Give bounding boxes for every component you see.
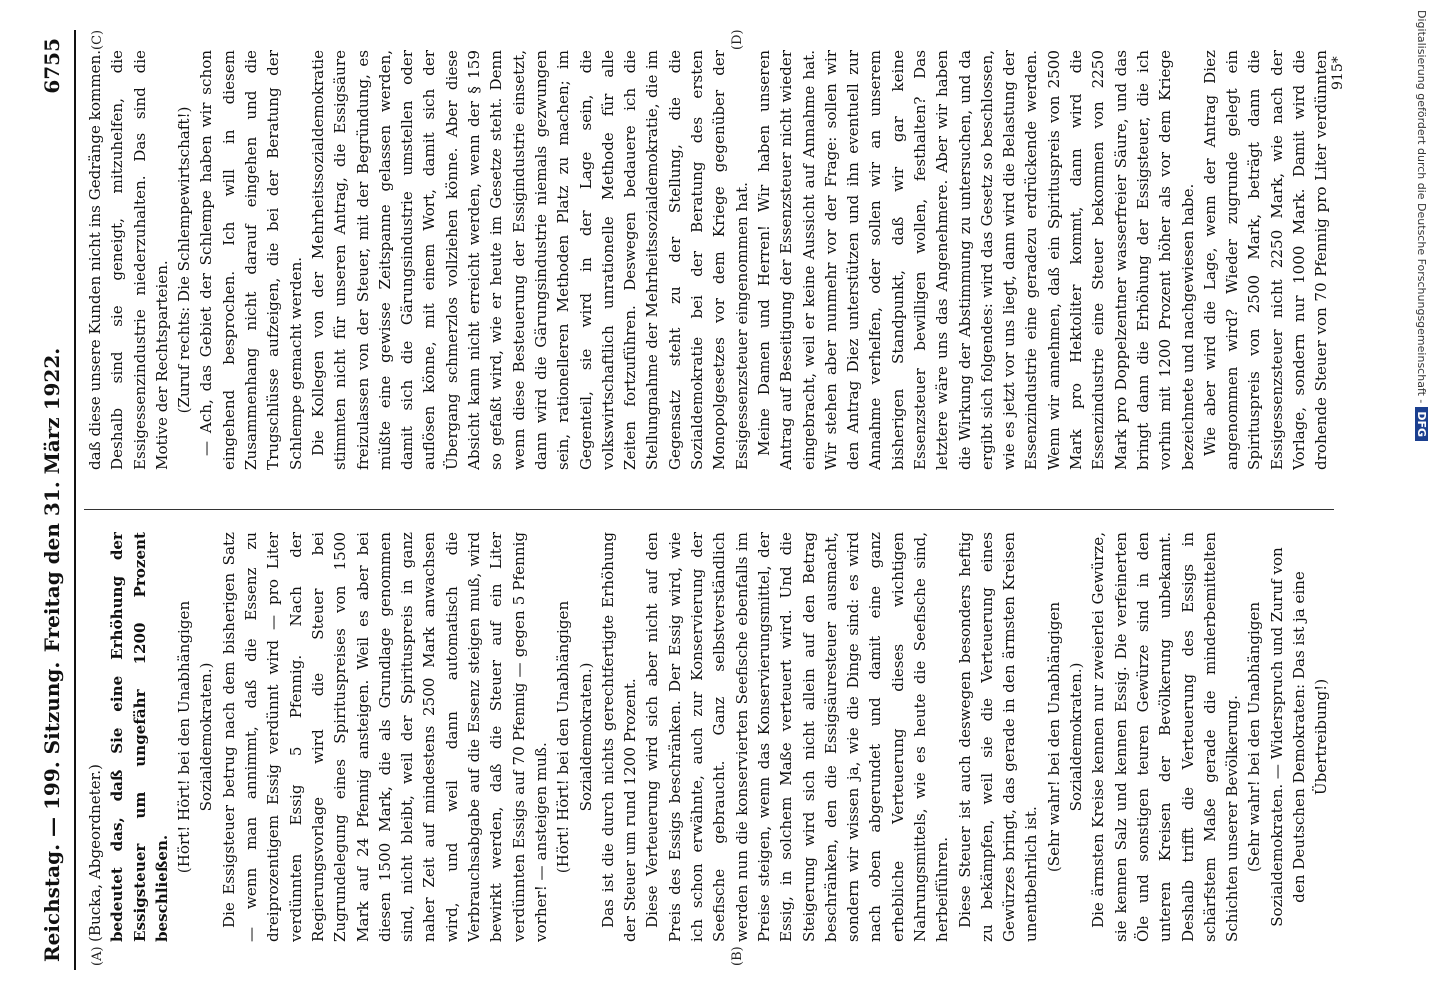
interjection: (Hört! Hört! bei den Unabhängigen Sozialdemokraten.) (554, 600, 595, 874)
header-page-number: 6755 (40, 38, 64, 94)
interjection: (Zuruf rechts: Die Schlempewirtschaft!) (175, 106, 194, 414)
rotated-document-page (30, 30, 1370, 970)
paragraph: Die Essigsteuer betrug nach dem bisherigen Satz — wenn man annimmt, daß die Essenz zu dreiprozentigem Essig verdünnt wird — pro Liter verdünnten Essig 5 Pfennig. Nach der Regierungsvorlage wird die Steuer bei Zugrundelegung eines Spirituspreises von 1500 Mark auf 24 Pfennig ansteigen. Weil es aber bei diesen 1500 Mark, die als Grundlage genommen sind, nicht bleibt, weil der Spirituspreis in ganz naher Zeit auf mindestens 2500 Mark anwachsen wird, und weil dann automatisch die Verbrauchsabgabe auf die Essenz steigen muß, wird bewirkt werden, daß die Steuer auf ein Liter verdünnten Essigs auf 70 Pfennig — gegen 5 Pfennig vorher! — ansteigen muß. (219, 532, 550, 942)
paragraph: Diese Verteuerung wird sich aber nicht auf den Preis des Essigs beschränken. Der Essig wird, wie ich schon erwähnte, auch zur Konservierung der Seefische gebraucht. Ganz selbstverständlich werden nun die konservierten Seefische ebenfalls im Preise steigen, wenn das Konservierungsmittel, der Essig, in solchem Maße verteuert wird. Und die Steigerung wird sich nicht allein auf den Betrag beschränken, den die Essigsäuresteuer ausmacht, sondern wir wissen ja, wie die Dinge sind: es wird nach oben abgerundet und damit eine ganz erhebliche Verteuerung dieses wichtigen Nahrungsmittels, wie es heute die Seefische sind, herbeiführen. (643, 532, 952, 942)
paragraph: daß diese unsere Kunden nicht ins Gedränge kommen. Deshalb sind sie geneigt, mitzuhelfen, die Essigessenzindustrie niederzuhalten. Das sind die Motive der Rechtsparteien. (86, 50, 171, 470)
paragraph: (Bucka, Abgeordneter.) (86, 764, 104, 942)
paragraph: Das ist die durch nichts gerechtfertigte Erhöhung der Steuer um rund 1200 Prozent. (598, 532, 640, 942)
text-column-left (84, 532, 1334, 942)
page-header (30, 30, 76, 970)
paragraph: bedeutet das, daß Sie eine Erhöhung der Essigsteuer um ungefähr 1200 Prozent beschließen. (108, 532, 171, 942)
digitization-credit (1408, 10, 1428, 970)
paragraph: Meine Damen und Herren! Wir haben unseren Antrag auf Beseitigung der Essenzsteuer nicht wieder eingebracht, weil er keine Aussicht auf Annahme hat. Wir stehen aber nunmehr vor der Frage: sollen wir den Antrag Diez unterstützen und ihn eventuell zur Annahme verhelfen, oder sollen wir an unserem bisherigen Standpunkt, daß wir gar keine Essenzsteuer bewilligen wollen, festhalten? Das letztere wäre uns das Angenehmere. Aber wir haben die Wirkung der Abstimmung zu untersuchen, und da ergibt sich folgendes: wird das Gesetz so beschlossen, wie es jetzt vor uns liegt, dann wird die Belastung der Essenzindustrie eine geradezu erdrückende werden. Wenn wir annehmen, daß ein Spirituspreis von 2500 Mark pro Hektoliter kommt, dann wird die Essenzindustrie eine Steuer bekommen von 2250 Mark pro Doppelzentner wasserfreier Säure, und das bringt dann die Erhöhung der Essigsteuer, die ich vorhin mit 1200 Prozent höher als vor dem Kriege bezeichnete und nachgewiesen habe. (754, 50, 1197, 470)
margin-label-d: (D) (730, 29, 745, 50)
text-column-right (84, 50, 1334, 470)
interjection: (Sehr wahr! bei den Unabhängigen Sozialdemokraten. — Widerspruch und Zuruf von den Deutschen Demokraten: Das ist ja eine Übertreibung!) (1245, 547, 1331, 927)
header-session: Reichstag. — 199. Sitzung. (40, 661, 64, 962)
credit-text: Digitalisierung gefördert durch die Deutsche Forschungsgemeinschaft - (1415, 10, 1428, 404)
paragraph: Die Kollegen von der Mehrheitssozialdemokratie stimmten nicht für unseren Antrag, die Essigsäure freizulassen von der Steuer, mit der Begründung, es müßte eine gewisse Zeitspanne gelassen werden, damit sich die Gärungsindustrie umstellen oder auflösen könne, mit einem Wort, damit sich der Übergang schmerzlos vollziehen könne. Aber diese Absicht kann nicht erreicht werden, wenn der § 159 so gefaßt wird, wie er heute im Gesetze steht. Denn wenn diese Besteuerung der Essigindustrie einsetzt, dann wird die Gärungsindustrie niemals gezwungen sein, rationelleren Methoden Platz zu machen; im Gegenteil, sie wird in der Lage sein, die volkswirtschaftlich unrationelle Methode für alle Zeiten fortzuführen. Deswegen bedauere ich die Stellungnahme der Mehrheitssozialdemokratie, die im Gegensatz steht zu der Stellung, die die Sozialdemokratie bei der Beratung des ersten Monopolgesetzes vor dem Kriege gegenüber der Essigessenzsteuer eingenommen hat. (308, 50, 751, 470)
interjection: (Hört! Hört! bei den Unabhängigen Sozialdemokraten.) (175, 600, 216, 874)
interjection: (Sehr wahr! bei den Unabhängigen Sozialdemokraten.) (1044, 601, 1086, 873)
paragraph: Diese Steuer ist auch deswegen besonders heftig zu bekämpfen, weil sie die Verteuerung eines Gewürzes bringt, das gerade in den ärmsten Kreisen unentbehrlich ist. (955, 532, 1041, 942)
margin-label-a: (A) (90, 946, 105, 966)
dfg-logo: DFG (1415, 407, 1428, 441)
margin-label-c: (C) (90, 29, 105, 50)
header-date: Freitag den 31. März 1922. (40, 347, 64, 653)
paragraph: Wie aber wird die Lage, wenn der Antrag Diez angenommen wird? Wieder zugrunde gelegt ein Spirituspreis von 2500 Mark, beträgt dann die Essigessenzsteuer nicht 2250 Mark, wie nach der Vorlage, sondern nur 1000 Mark. Damit wird die drohende Steuer von 70 Pfennig pro Liter verdünnten (1200, 50, 1331, 470)
digitization-sidebar (1408, 0, 1434, 1000)
sheet-number: 915* (1330, 56, 1346, 90)
column-divider (84, 509, 1334, 510)
paragraph: — Ach, das Gebiet der Schlempe haben wir schon eingehend besprochen. Ich will in diesem Zusammenhang nicht darauf eingehen und die Trugschlüsse aufzeigen, die bei der Beratung der Schlempe gemacht werden. (197, 50, 305, 470)
margin-label-b: (B) (730, 946, 745, 966)
paragraph (1333, 532, 1334, 942)
paragraph: Die ärmsten Kreise kennen nur zweierlei Gewürze, sie kennen Salz und kennen Essig. Die verfeinerten Öle und sonstigen teuren Gewürze sind in den unteren Kreisen der Bevölkerung unbekannt. Deshalb trifft die Verteuerung des Essigs in schärfstem Maße gerade die minderbemittelten Schichten unserer Bevölkerung. (1089, 532, 1242, 942)
